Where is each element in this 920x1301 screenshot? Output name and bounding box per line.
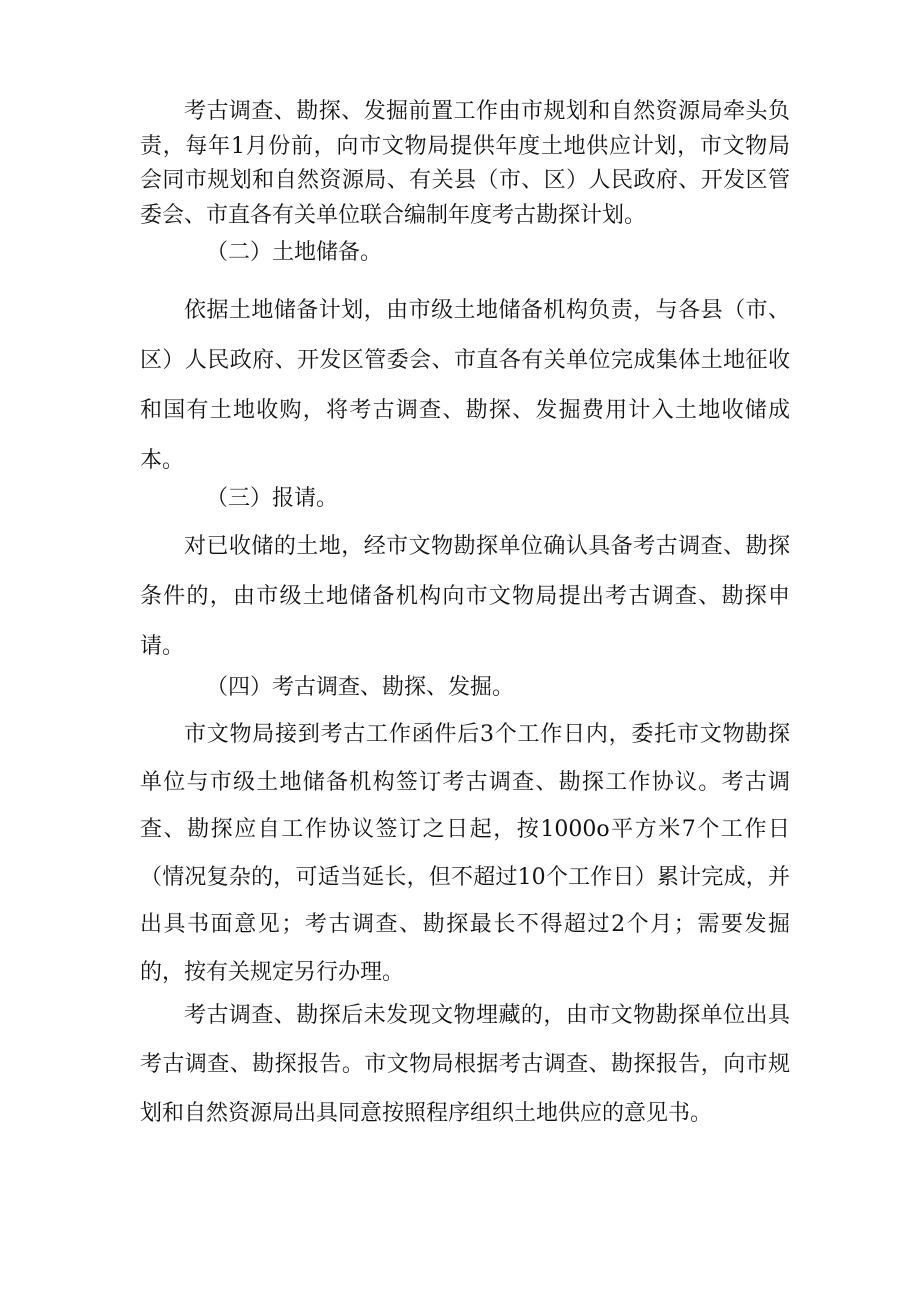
section-heading-land-reserve: （二）土地储备。 [206, 240, 383, 265]
paragraph-land-reserve: 依据土地储备计划，由市级土地储备机构负责，与各县（市、区）人民政府、开发区管委会、市直各有关单位完成集体土地征收和国有土地收购，将考古调查、勘探、发掘费用计入土地收储成本。 [140, 298, 790, 473]
paragraph-survey-report: 考古调查、勘探后未发现文物埋藏的，由市文物勘探单位出具考古调查、勘探报告。市文物局根据考古调查、勘探报告，向市规划和自然资源局出具同意按照程序组织土地供应的意见书。 [140, 1003, 790, 1126]
paragraph-archaeology-preliminary-work: 考古调查、勘探、发掘前置工作由市规划和自然资源局牵头负责，每年1月份前，向市文物局提供年度土地供应计划，市文物局会同市规划和自然资源局、有关县（市、区）人民政府、开发区管委会、市直各有关单位联合编制年度考古勘探计划。 [140, 99, 790, 228]
paragraph-survey-excavation: 市文物局接到考古工作函件后3个工作日内，委托市文物勘探单位与市级土地储备机构签订考古调查、勘探工作协议。考古调查、勘探应自工作协议签订之日起，按1000o平方米7个工作日（情况复杂的，可适当延长，但不超过10个工作日）累计完成，并出具书面意见；考古调查、勘探最长不得超过2个月；需要发掘的，按有关规定另行办理。 [140, 722, 790, 985]
section-heading-survey-excavation: （四）考古调查、勘探、发掘。 [206, 675, 515, 700]
paragraph-application: 对已收储的土地，经市文物勘探单位确认具备考古调查、勘探条件的，由市级土地储备机构向市文物局提出考古调查、勘探申请。 [140, 534, 790, 659]
section-heading-application: （三）报请。 [206, 486, 339, 511]
